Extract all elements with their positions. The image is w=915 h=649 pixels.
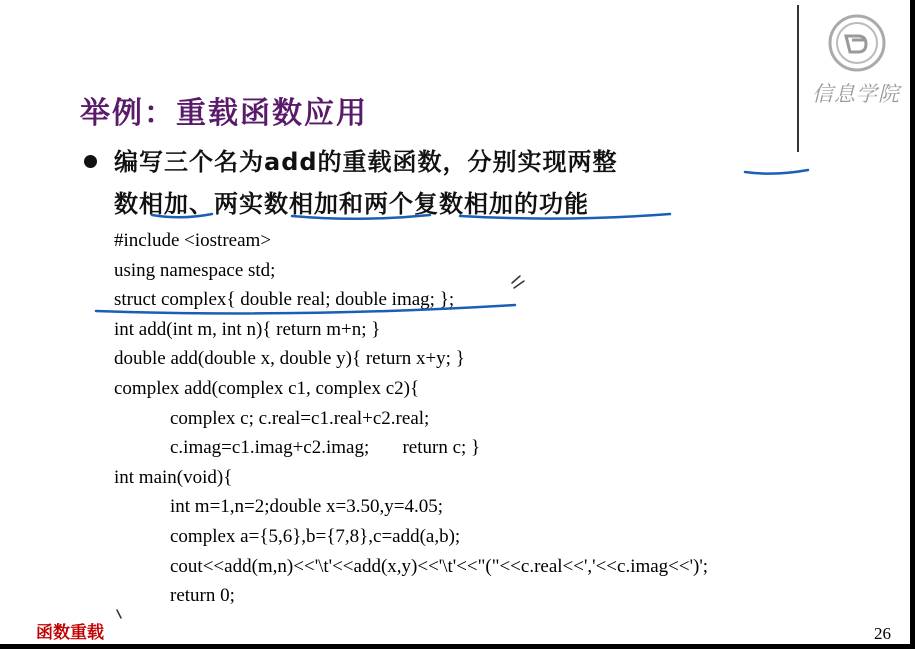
footer-section-title: 函数重载 [36, 623, 104, 643]
code-line: return 0; [170, 585, 235, 607]
code-line: complex add(complex c1, complex c2){ [114, 377, 420, 399]
code-line: int main(void){ [114, 466, 233, 488]
page-number: 26 [874, 624, 891, 643]
code-line: #include <iostream> [114, 230, 272, 251]
underline-stroke [96, 305, 515, 313]
bullet-line-1: 编写三个名为add的重载函数，分别实现两整 [114, 148, 618, 176]
code-line: struct complex{ double real; double imag; }; [114, 289, 455, 311]
underline-stroke [292, 215, 430, 219]
pen-tick-mark [512, 276, 524, 288]
code-line: complex a={5,6},b={7,8},c=add(a,b); [170, 525, 461, 547]
code-line: cout<<add(m,n)<<'\t'<<add(x,y)<<'\t'<<"("<<c.real<<','<<c.imag<<')'; [170, 555, 709, 577]
code-line: double add(double x, double y){ return x+y; } [114, 348, 465, 370]
underline-stroke [745, 170, 808, 174]
underline-stroke [460, 214, 670, 219]
school-name: 信息学院 [812, 82, 900, 106]
code-line: using namespace std; [114, 259, 276, 281]
pen-tick-mark [117, 610, 121, 618]
code-line: int add(int m, int n){ return m+n; } [114, 318, 381, 340]
code-line: c.imag=c1.imag+c2.imag; return c; } [170, 437, 481, 459]
bullet-line-2: 数相加、两实数相加和两个复数相加的功能 [114, 190, 589, 218]
code-line: int m=1,n=2;double x=3.50,y=4.05; [170, 496, 443, 518]
underline-stroke [152, 214, 212, 217]
slide-title: 举例：重载函数应用 [80, 96, 368, 131]
code-line: complex c; c.real=c1.real+c2.real; [170, 407, 430, 429]
